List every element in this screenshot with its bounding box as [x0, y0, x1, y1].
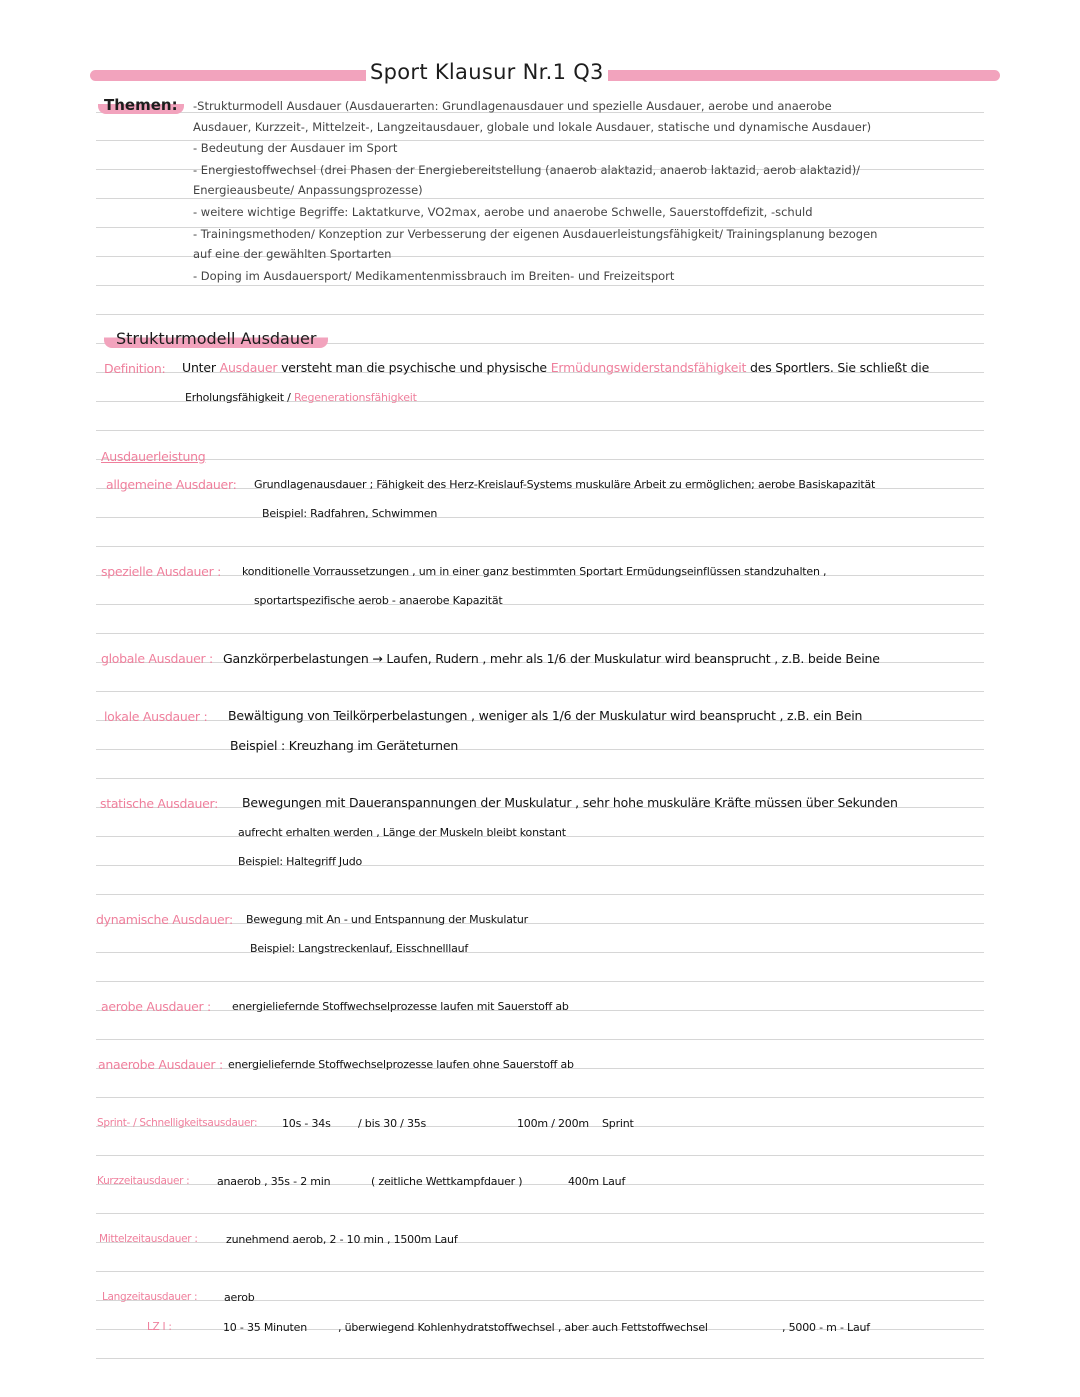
ruled-line: [96, 546, 984, 547]
entry-text: aufrecht erhalten werden , Länge der Muskeln bleibt konstant: [238, 826, 566, 839]
ruled-line: [96, 198, 984, 199]
entry-part: der Muskulatur wird beansprucht , z.B. ein Bein: [575, 708, 863, 723]
entry-text: / bis 30 / 35s: [358, 1117, 427, 1130]
definition-term: Ausdauer: [219, 360, 278, 375]
entry-label: Kurzzeitausdauer :: [97, 1175, 190, 1187]
entry-text: [228, 708, 862, 723]
entry-text: Beispiel: Haltegriff Judo: [238, 855, 363, 868]
entry-label: anaerobe Ausdauer :: [98, 1057, 223, 1072]
ruled-line: [96, 1213, 984, 1214]
ruled-line: [96, 1039, 984, 1040]
entry-part: Bewältigung von Teilkörperbelastungen , weniger als: [228, 708, 549, 723]
ausdauerleistung-heading: Ausdauerleistung: [101, 449, 206, 464]
entry-text: aerob: [224, 1291, 255, 1304]
ruled-line: [96, 865, 984, 866]
entry-label: lokale Ausdauer :: [104, 709, 208, 724]
entry-text: konditionelle Vorraussetzungen , um in einer ganz bestimmten Sportart Ermüdungseinflüssen standzuhalten ,: [242, 565, 827, 578]
entry-label: dynamische Ausdauer:: [96, 912, 233, 927]
entry-text: Sprint: [602, 1117, 634, 1130]
topic-line: Energieausbeute/ Anpassungsprozesse): [193, 183, 423, 197]
definition-part: Erholungsfähigkeit /: [185, 391, 291, 404]
definition-term: Ermüdungswiderstandsfähigkeit: [550, 360, 747, 375]
entry-text: [223, 651, 880, 666]
entry-label: spezielle Ausdauer :: [101, 564, 221, 579]
entry-label: statische Ausdauer:: [100, 796, 219, 811]
entry-label: Sprint- / Schnelligkeitsausdauer:: [97, 1117, 258, 1129]
ruled-line: [96, 952, 984, 953]
entry-text: anaerob , 35s - 2 min: [217, 1175, 331, 1188]
topic-line: - weitere wichtige Begriffe: Laktatkurve, VO2max, aerobe und anaerobe Schwelle, Sauerstoffdefizit, -schuld: [193, 205, 813, 219]
topic-line: - Energiestoffwechsel (drei Phasen der Energiebereitstellung (anaerob alaktazid, anaerob laktazid, aerob alaktazid)/: [193, 163, 861, 177]
ruled-line: [96, 1358, 984, 1359]
entry-text: 10s - 34s: [282, 1117, 331, 1130]
topic-line: -Strukturmodell Ausdauer (Ausdauerarten: Grundlagenausdauer und spezielle Ausdauer, aerobe und anaerobe: [193, 99, 832, 113]
topic-line: - Trainingsmethoden/ Konzeption zur Verbesserung der eigenen Ausdauerleistungsfähigkeit/ Trainingsplanung bezogen: [193, 227, 878, 241]
topic-line: - Doping im Ausdauersport/ Medikamentenmissbrauch im Breiten- und Freizeitsport: [193, 269, 675, 283]
ruled-line: [96, 517, 984, 518]
ruled-line: [96, 1097, 984, 1098]
ruled-line: [96, 1271, 984, 1272]
entry-label: Langzeitausdauer :: [102, 1291, 198, 1303]
definition-label: Definition:: [104, 361, 166, 376]
page-title: Sport Klausur Nr.1 Q3: [366, 60, 608, 84]
ruled-line: [96, 691, 984, 692]
entry-label: globale Ausdauer :: [101, 651, 213, 666]
section-heading: Strukturmodell Ausdauer: [104, 329, 328, 348]
ruled-line: [96, 604, 984, 605]
ruled-line: [96, 314, 984, 315]
entry-sublabel: LZ I :: [147, 1321, 172, 1333]
entry-text: Beispiel: Radfahren, Schwimmen: [262, 507, 438, 520]
entry-text: 100m / 200m: [517, 1117, 589, 1130]
entry-text: , 5000 - m - Lauf: [782, 1321, 870, 1334]
entry-text: energieliefernde Stoffwechselprozesse laufen mit Sauerstoff ab: [232, 1000, 569, 1013]
ruled-line: [96, 430, 984, 431]
topic-line: Ausdauer, Kurzzeit-, Mittelzeit-, Langzeitausdauer, globale und lokale Ausdauer, statische und dynamische Ausdauer): [193, 120, 872, 134]
entry-text: Beispiel : Kreuzhang im Geräteturnen: [230, 738, 459, 753]
entry-part: der Muskulatur wird beansprucht , z.B. beide Beine: [569, 651, 880, 666]
entry-text: energieliefernde Stoffwechselprozesse laufen ohne Sauerstoff ab: [228, 1058, 574, 1071]
definition-part: des Sportlers. Sie schließt die: [749, 360, 930, 375]
entry-text: Grundlagenausdauer ; Fähigkeit des Herz-Kreislauf-Systems muskuläre Arbeit zu ermöglichen; aerobe Basiskapazität: [254, 478, 876, 491]
themen-label: Themen:: [98, 96, 184, 114]
fraction: 1/6: [546, 651, 567, 666]
ruled-line: [96, 981, 984, 982]
ruled-line: [96, 1155, 984, 1156]
definition-part: Unter: [182, 360, 216, 375]
topic-line: auf eine der gewählten Sportarten: [193, 247, 392, 261]
entry-text: sportartspezifische aerob - anaerobe Kapazität: [254, 594, 503, 607]
ruled-line: [96, 633, 984, 634]
definition-term: Regenerationsfähigkeit: [293, 391, 417, 404]
definition-text-line2: [185, 391, 417, 404]
ruled-line: [96, 459, 984, 460]
entry-label: Mittelzeitausdauer :: [99, 1233, 198, 1245]
ruled-line: [96, 894, 984, 895]
fraction: 1/6: [551, 708, 572, 723]
definition-part: versteht man die psychische und physische: [281, 360, 547, 375]
entry-label: allgemeine Ausdauer:: [106, 477, 237, 492]
entry-text: , überwiegend Kohlenhydratstoffwechsel , aber auch Fettstoffwechsel: [338, 1321, 708, 1334]
entry-text: Bewegungen mit Daueranspannungen der Muskulatur , sehr hohe muskuläre Kräfte müssen über Sekunden: [242, 795, 898, 810]
entry-part: Ganzkörperbelastungen → Laufen, Rudern , mehr als: [223, 651, 543, 666]
entry-text: 10 - 35 Minuten: [223, 1321, 307, 1334]
entry-label: aerobe Ausdauer :: [101, 999, 211, 1014]
entry-text: ( zeitliche Wettkampfdauer ): [371, 1175, 523, 1188]
ruled-line: [96, 778, 984, 779]
entry-text: 400m Lauf: [568, 1175, 626, 1188]
entry-text: zunehmend aerob, 2 - 10 min , 1500m Lauf: [226, 1233, 458, 1246]
definition-text-line1: [182, 360, 929, 375]
entry-text: Beispiel: Langstreckenlauf, Eisschnelllauf: [250, 942, 469, 955]
entry-text: Bewegung mit An - und Entspannung der Muskulatur: [246, 913, 528, 926]
topic-line: - Bedeutung der Ausdauer im Sport: [193, 141, 398, 155]
ruled-line: [96, 285, 984, 286]
